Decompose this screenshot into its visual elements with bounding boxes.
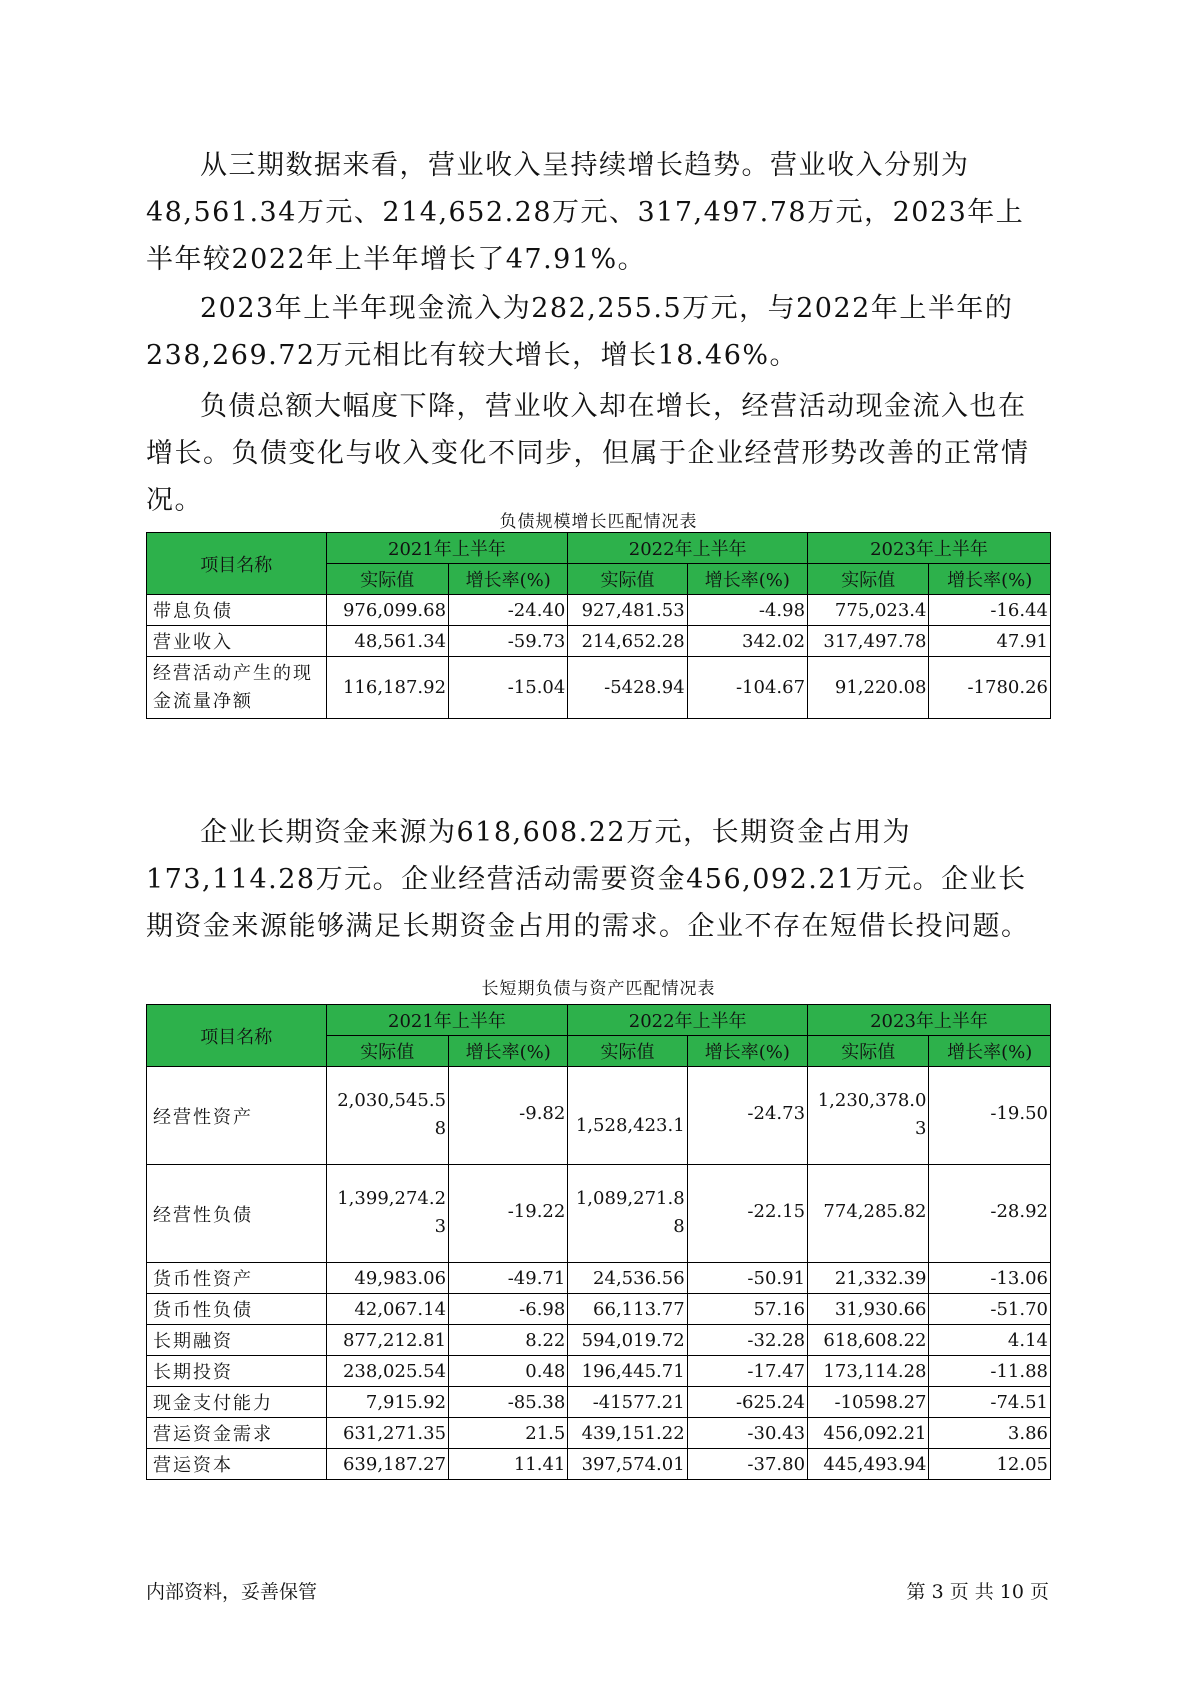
header-growth: 增长率(%) — [687, 564, 807, 595]
cell-value: 456,092.21 — [808, 1418, 929, 1449]
paragraph-cash-inflow-text: 2023年上半年现金流入为282,255.5万元，与2022年上半年的238,269.72万元相比有较大增长，增长18.46%。 — [146, 293, 1014, 371]
cell-value: 2,030,545.58 — [326, 1067, 449, 1165]
cell-value: 48,561.34 — [326, 626, 449, 657]
header-item-name: 项目名称 — [147, 533, 327, 595]
cell-value: 238,025.54 — [326, 1356, 449, 1387]
cell-value: -24.73 — [687, 1067, 807, 1165]
cell-value: 47.91 — [929, 626, 1051, 657]
cell-value: 1,230,378.03 — [808, 1067, 929, 1165]
cell-value: 196,445.71 — [568, 1356, 687, 1387]
cell-value: -59.73 — [449, 626, 568, 657]
cell-value: 639,187.27 — [326, 1449, 449, 1480]
cell-value: -32.28 — [687, 1325, 807, 1356]
cell-value: -30.43 — [687, 1418, 807, 1449]
table-row — [147, 1387, 1051, 1418]
row-label: 经营性资产 — [147, 1067, 327, 1165]
cell-value: -4.98 — [687, 595, 807, 626]
cell-value: -9.82 — [449, 1067, 568, 1165]
row-label: 经营活动产生的现金流量净额 — [147, 657, 327, 719]
paragraph-long-term-funds-text: 企业长期资金来源为618,608.22万元，长期资金占用为173,114.28万元。企业经营活动需要资金456,092.21万元。企业长期资金来源能够满足长期资金占用的需求。企业不存在短借长投问题。 — [146, 817, 1030, 942]
header-actual: 实际值 — [808, 564, 929, 595]
cell-value: -6.98 — [449, 1294, 568, 1325]
cell-value: -51.70 — [929, 1294, 1051, 1325]
table-row — [147, 1356, 1051, 1387]
table-row — [147, 595, 1051, 626]
debt-asset-match-table — [146, 1004, 1051, 1480]
footer-page-number: 第 3 页 共 10 页 — [906, 1581, 1049, 1603]
cell-value: -11.88 — [929, 1356, 1051, 1387]
row-label: 营业收入 — [147, 626, 327, 657]
table-row — [147, 657, 1051, 719]
table-row — [147, 626, 1051, 657]
row-label: 货币性资产 — [147, 1263, 327, 1294]
cell-value: 12.05 — [929, 1449, 1051, 1480]
cell-value: -19.22 — [449, 1165, 568, 1263]
cell-value: -13.06 — [929, 1263, 1051, 1294]
cell-value: 0.48 — [449, 1356, 568, 1387]
cell-value: 775,023.4 — [808, 595, 929, 626]
table-row — [147, 1418, 1051, 1449]
table-row — [147, 1263, 1051, 1294]
header-period-2022: 2022年上半年 — [568, 533, 808, 564]
cell-value: 317,497.78 — [808, 626, 929, 657]
paragraph-revenue-text: 从三期数据来看，营业收入呈持续增长趋势。营业收入分别为48,561.34万元、214,652.28万元、317,497.78万元，2023年上半年较2022年上半年增长了47.91%。 — [146, 150, 1025, 275]
header-actual: 实际值 — [326, 564, 449, 595]
header-period-2021: 2021年上半年 — [326, 1005, 568, 1036]
cell-value: 7,915.92 — [326, 1387, 449, 1418]
table-row — [147, 1325, 1051, 1356]
cell-value: 1,089,271.88 — [568, 1165, 687, 1263]
cell-value: -50.91 — [687, 1263, 807, 1294]
table-row — [147, 1067, 1051, 1165]
cell-value: 594,019.72 — [568, 1325, 687, 1356]
table1-caption: 负债规模增长匹配情况表 — [499, 512, 698, 532]
cell-value: -22.15 — [687, 1165, 807, 1263]
row-label: 营运资本 — [147, 1449, 327, 1480]
row-label: 长期投资 — [147, 1356, 327, 1387]
cell-value: 91,220.08 — [808, 657, 929, 719]
header-actual: 实际值 — [568, 1036, 687, 1067]
cell-value: -24.40 — [449, 595, 568, 626]
cell-value: 618,608.22 — [808, 1325, 929, 1356]
header-period-2023: 2023年上半年 — [808, 533, 1051, 564]
cell-value: 4.14 — [929, 1325, 1051, 1356]
cell-value: 21.5 — [449, 1418, 568, 1449]
cell-value: 11.41 — [449, 1449, 568, 1480]
cell-value: -17.47 — [687, 1356, 807, 1387]
header-period-2023: 2023年上半年 — [808, 1005, 1051, 1036]
cell-value: 66,113.77 — [568, 1294, 687, 1325]
cell-value: 8.22 — [449, 1325, 568, 1356]
cell-value: 1,399,274.23 — [326, 1165, 449, 1263]
cell-value: 631,271.35 — [326, 1418, 449, 1449]
cell-value: -625.24 — [687, 1387, 807, 1418]
paragraph-liabilities-text: 负债总额大幅度下降，营业收入却在增长，经营活动现金流入也在增长。负债变化与收入变化不同步，但属于企业经营形势改善的正常情况。 — [146, 391, 1030, 516]
cell-value: 774,285.82 — [808, 1165, 929, 1263]
header-growth: 增长率(%) — [449, 564, 568, 595]
cell-value: -19.50 — [929, 1067, 1051, 1165]
cell-value: -28.92 — [929, 1165, 1051, 1263]
cell-value: 31,930.66 — [808, 1294, 929, 1325]
cell-value: -16.44 — [929, 595, 1051, 626]
row-label: 现金支付能力 — [147, 1387, 327, 1418]
cell-value: 24,536.56 — [568, 1263, 687, 1294]
cell-value: 927,481.53 — [568, 595, 687, 626]
cell-value: 214,652.28 — [568, 626, 687, 657]
row-label: 货币性负债 — [147, 1294, 327, 1325]
header-period-2021: 2021年上半年 — [326, 533, 568, 564]
cell-value: -1780.26 — [929, 657, 1051, 719]
cell-value: -41577.21 — [568, 1387, 687, 1418]
header-item-name: 项目名称 — [147, 1005, 327, 1067]
cell-value: -10598.27 — [808, 1387, 929, 1418]
paragraph-liabilities — [146, 383, 1051, 524]
row-label: 长期融资 — [147, 1325, 327, 1356]
header-actual: 实际值 — [808, 1036, 929, 1067]
cell-value: -104.67 — [687, 657, 807, 719]
cell-value: -15.04 — [449, 657, 568, 719]
cell-value: 49,983.06 — [326, 1263, 449, 1294]
table-row — [147, 1294, 1051, 1325]
cell-value: 57.16 — [687, 1294, 807, 1325]
cell-value: 42,067.14 — [326, 1294, 449, 1325]
header-growth: 增长率(%) — [929, 1036, 1051, 1067]
row-label: 经营性负债 — [147, 1165, 327, 1263]
cell-value: 397,574.01 — [568, 1449, 687, 1480]
header-period-2022: 2022年上半年 — [568, 1005, 808, 1036]
table-row — [147, 1165, 1051, 1263]
cell-value: -37.80 — [687, 1449, 807, 1480]
cell-value: 342.02 — [687, 626, 807, 657]
header-actual: 实际值 — [326, 1036, 449, 1067]
cell-value: -5428.94 — [568, 657, 687, 719]
debt-growth-table — [146, 532, 1051, 719]
cell-value: 445,493.94 — [808, 1449, 929, 1480]
footer-confidential-note: 内部资料，妥善保管 — [146, 1581, 318, 1603]
cell-value: 116,187.92 — [326, 657, 449, 719]
paragraph-cash-inflow — [146, 285, 1051, 379]
cell-value: -74.51 — [929, 1387, 1051, 1418]
cell-value: -49.71 — [449, 1263, 568, 1294]
cell-value: 21,332.39 — [808, 1263, 929, 1294]
header-growth: 增长率(%) — [929, 564, 1051, 595]
header-actual: 实际值 — [568, 564, 687, 595]
cell-value: 3.86 — [929, 1418, 1051, 1449]
cell-value: -85.38 — [449, 1387, 568, 1418]
paragraph-revenue — [146, 142, 1051, 283]
row-label: 营运资金需求 — [147, 1418, 327, 1449]
cell-value: 1,528,423.1 — [568, 1067, 687, 1165]
header-growth: 增长率(%) — [687, 1036, 807, 1067]
paragraph-long-term-funds — [146, 809, 1051, 950]
cell-value: 877,212.81 — [326, 1325, 449, 1356]
table-row — [147, 1449, 1051, 1480]
header-growth: 增长率(%) — [449, 1036, 568, 1067]
row-label: 带息负债 — [147, 595, 327, 626]
cell-value: 976,099.68 — [326, 595, 449, 626]
cell-value: 439,151.22 — [568, 1418, 687, 1449]
cell-value: 173,114.28 — [808, 1356, 929, 1387]
table2-caption: 长短期负债与资产匹配情况表 — [481, 979, 716, 999]
